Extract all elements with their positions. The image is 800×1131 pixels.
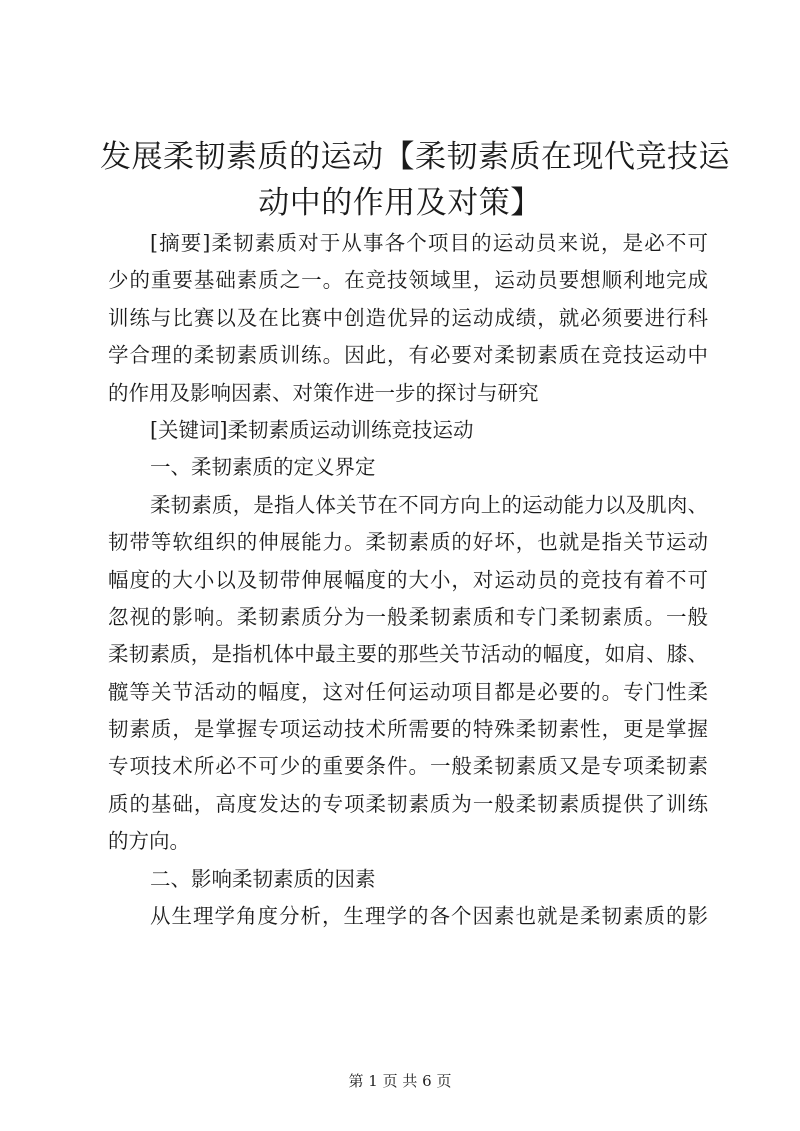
section-1-line: 忽视的影响。柔韧素质分为一般柔韧素质和专门柔韧素质。一般 bbox=[108, 604, 708, 629]
abstract-line: 少的重要基础素质之一。在竞技领域里，运动员要想顺利地完成 bbox=[108, 268, 708, 293]
keywords-line: [关键词]柔韧素质运动训练竞技运动 bbox=[150, 417, 474, 442]
section-1-line: 专项技术所必不可少的重要条件。一般柔韧素质又是专项柔韧素 bbox=[108, 754, 708, 779]
section-2-heading: 二、影响柔韧素质的因素 bbox=[150, 866, 376, 891]
abstract-line: 学合理的柔韧素质训练。因此，有必要对柔韧素质在竞技运动中 bbox=[108, 343, 708, 368]
section-1-line: 柔韧素质，是指人体关节在不同方向上的运动能力以及肌肉、 bbox=[150, 492, 708, 517]
abstract-line: [摘要]柔韧素质对于从事各个项目的运动员来说，是必不可 bbox=[150, 231, 708, 255]
section-1-line: 柔韧素质，是指机体中最主要的那些关节活动的幅度，如肩、膝、 bbox=[108, 642, 708, 667]
abstract-line: 的作用及影响因素、对策作进一步的探讨与研究 bbox=[108, 380, 539, 405]
section-1-line: 的方向。 bbox=[108, 829, 190, 854]
title-line-2: 动中的作用及对策】 bbox=[258, 185, 542, 221]
section-1-line: 韧素质，是掌握专项运动技术所需要的特殊柔韧素性，更是掌握 bbox=[108, 717, 708, 742]
section-1-line: 韧带等软组织的伸展能力。柔韧素质的好坏，也就是指关节运动 bbox=[108, 530, 708, 555]
section-1-heading: 一、柔韧素质的定义界定 bbox=[150, 455, 376, 480]
abstract-line: 训练与比赛以及在比赛中创造优异的运动成绩，就必须要进行科 bbox=[108, 305, 708, 330]
document-title bbox=[100, 134, 730, 226]
page-number-footer: 第 1 页 共 6 页 bbox=[348, 1072, 452, 1090]
section-1-line: 髋等关节活动的幅度，这对任何运动项目都是必要的。专门性柔 bbox=[108, 679, 708, 704]
document-body bbox=[108, 225, 708, 935]
section-1-line: 幅度的大小以及韧带伸展幅度的大小，对运动员的竞技有着不可 bbox=[108, 567, 708, 592]
section-2-line: 从生理学角度分析，生理学的各个因素也就是柔韧素质的影 bbox=[150, 904, 708, 929]
section-1-line: 质的基础，高度发达的专项柔韧素质为一般柔韧素质提供了训练 bbox=[108, 791, 708, 816]
title-line-1: 发展柔韧素质的运动【柔韧素质在现代竞技运 bbox=[100, 139, 730, 175]
